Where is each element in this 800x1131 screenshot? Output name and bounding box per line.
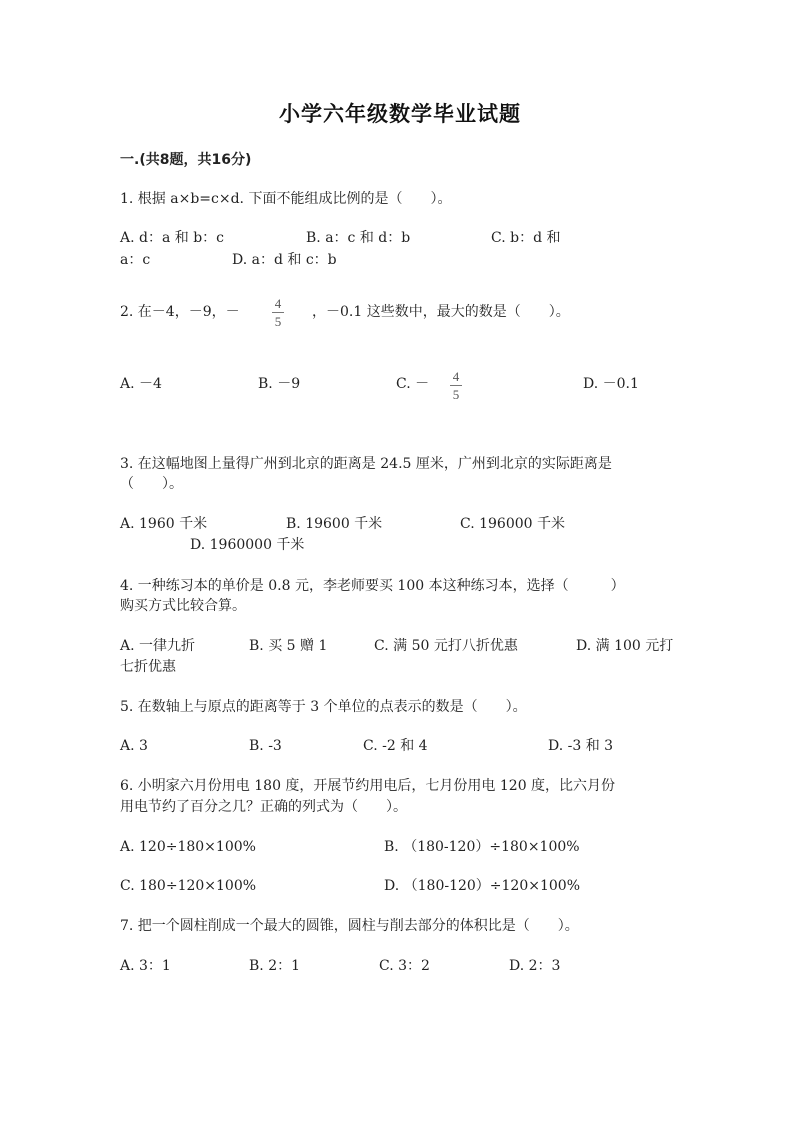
q2-option-c-numerator: 4 (452, 369, 460, 384)
q3-option-d: D. 1960000 千米 (190, 537, 305, 553)
q1-stem: 1. 根据 a×b=c×d. 下面不能组成比例的是（ ）。 (120, 191, 452, 207)
q4-option-b: B. 买 5 赠 1 (249, 638, 328, 654)
q7-option-a: A. 3：1 (120, 958, 171, 974)
q4-option-d: D. 满 100 元打 (576, 638, 674, 654)
q2-option-c: C. － (396, 376, 430, 392)
q1-option-b: B. a：c 和 d：b (306, 230, 411, 246)
q2-option-c-fraction (450, 369, 462, 402)
q1-option-a: A. d：a 和 b：c (120, 230, 225, 246)
q7-option-d: D. 2：3 (509, 958, 561, 974)
q7-option-b: B. 2：1 (249, 958, 301, 974)
q2-option-d: D. －0.1 (583, 376, 639, 392)
fraction-bar (272, 312, 284, 313)
q5-stem: 5. 在数轴上与原点的距离等于 3 个单位的点表示的数是（ ）。 (120, 699, 527, 715)
q4-option-d-cont: 七折优惠 (120, 659, 176, 675)
q1-option-c-cont: a：c (120, 252, 151, 268)
q2-option-b: B. －9 (258, 376, 301, 392)
q6-option-b: B. （180-120）÷180×100% (384, 839, 580, 855)
q2-option-a: A. －4 (120, 376, 162, 392)
q5-option-b: B. -3 (249, 738, 282, 754)
fraction-bar (450, 385, 462, 386)
q4-stem-line1: 4. 一种练习本的单价是 0.8 元，李老师要买 100 本这种练习本，选择（ ） (120, 578, 625, 594)
q2-stem-end: ，－0.1 这些数中，最大的数是（ ）。 (312, 304, 570, 320)
q4-option-c: C. 满 50 元打八折优惠 (374, 638, 518, 654)
q5-option-a: A. 3 (120, 738, 148, 754)
q2-option-c-denominator: 5 (452, 387, 460, 402)
q7-option-c: C. 3：2 (379, 958, 430, 974)
q6-option-d: D. （180-120）÷120×100% (384, 878, 581, 894)
q5-option-c: C. -2 和 4 (363, 738, 428, 754)
q3-stem-line2: （ ）。 (120, 476, 183, 492)
q4-option-a: A. 一律九折 (120, 638, 196, 654)
q2-fraction-denominator: 5 (274, 314, 282, 329)
q1-option-c: C. b：d 和 (491, 230, 561, 246)
q2-fraction (272, 296, 284, 329)
q7-stem: 7. 把一个圆柱削成一个最大的圆锥，圆柱与削去部分的体积比是（ ）。 (120, 918, 579, 934)
section-heading: 一.(共8题，共16分) (120, 152, 252, 168)
q3-option-b: B. 19600 千米 (286, 516, 383, 532)
q3-option-a: A. 1960 千米 (120, 516, 208, 532)
q2-fraction-numerator: 4 (274, 296, 282, 311)
q1-option-d: D. a：d 和 c：b (232, 252, 337, 268)
page-title: 小学六年级数学毕业试题 (279, 102, 521, 126)
q5-option-d: D. -3 和 3 (548, 738, 614, 754)
q6-stem-line2: 用电节约了百分之几？正确的列式为（ ）。 (120, 799, 407, 815)
q3-option-c: C. 196000 千米 (460, 516, 566, 532)
q4-stem-line2: 购买方式比较合算。 (120, 598, 246, 614)
q6-option-c: C. 180÷120×100% (120, 878, 257, 894)
q6-stem-line1: 6. 小明家六月份用电 180 度，开展节约用电后，七月份用电 120 度，比六月份 (120, 778, 616, 794)
q3-stem-line1: 3. 在这幅地图上量得广州到北京的距离是 24.5 厘米，广州到北京的实际距离是 (120, 456, 612, 472)
q6-option-a: A. 120÷180×100% (120, 839, 256, 855)
q2-stem-start: 2. 在－4，－9，－ (120, 304, 240, 320)
